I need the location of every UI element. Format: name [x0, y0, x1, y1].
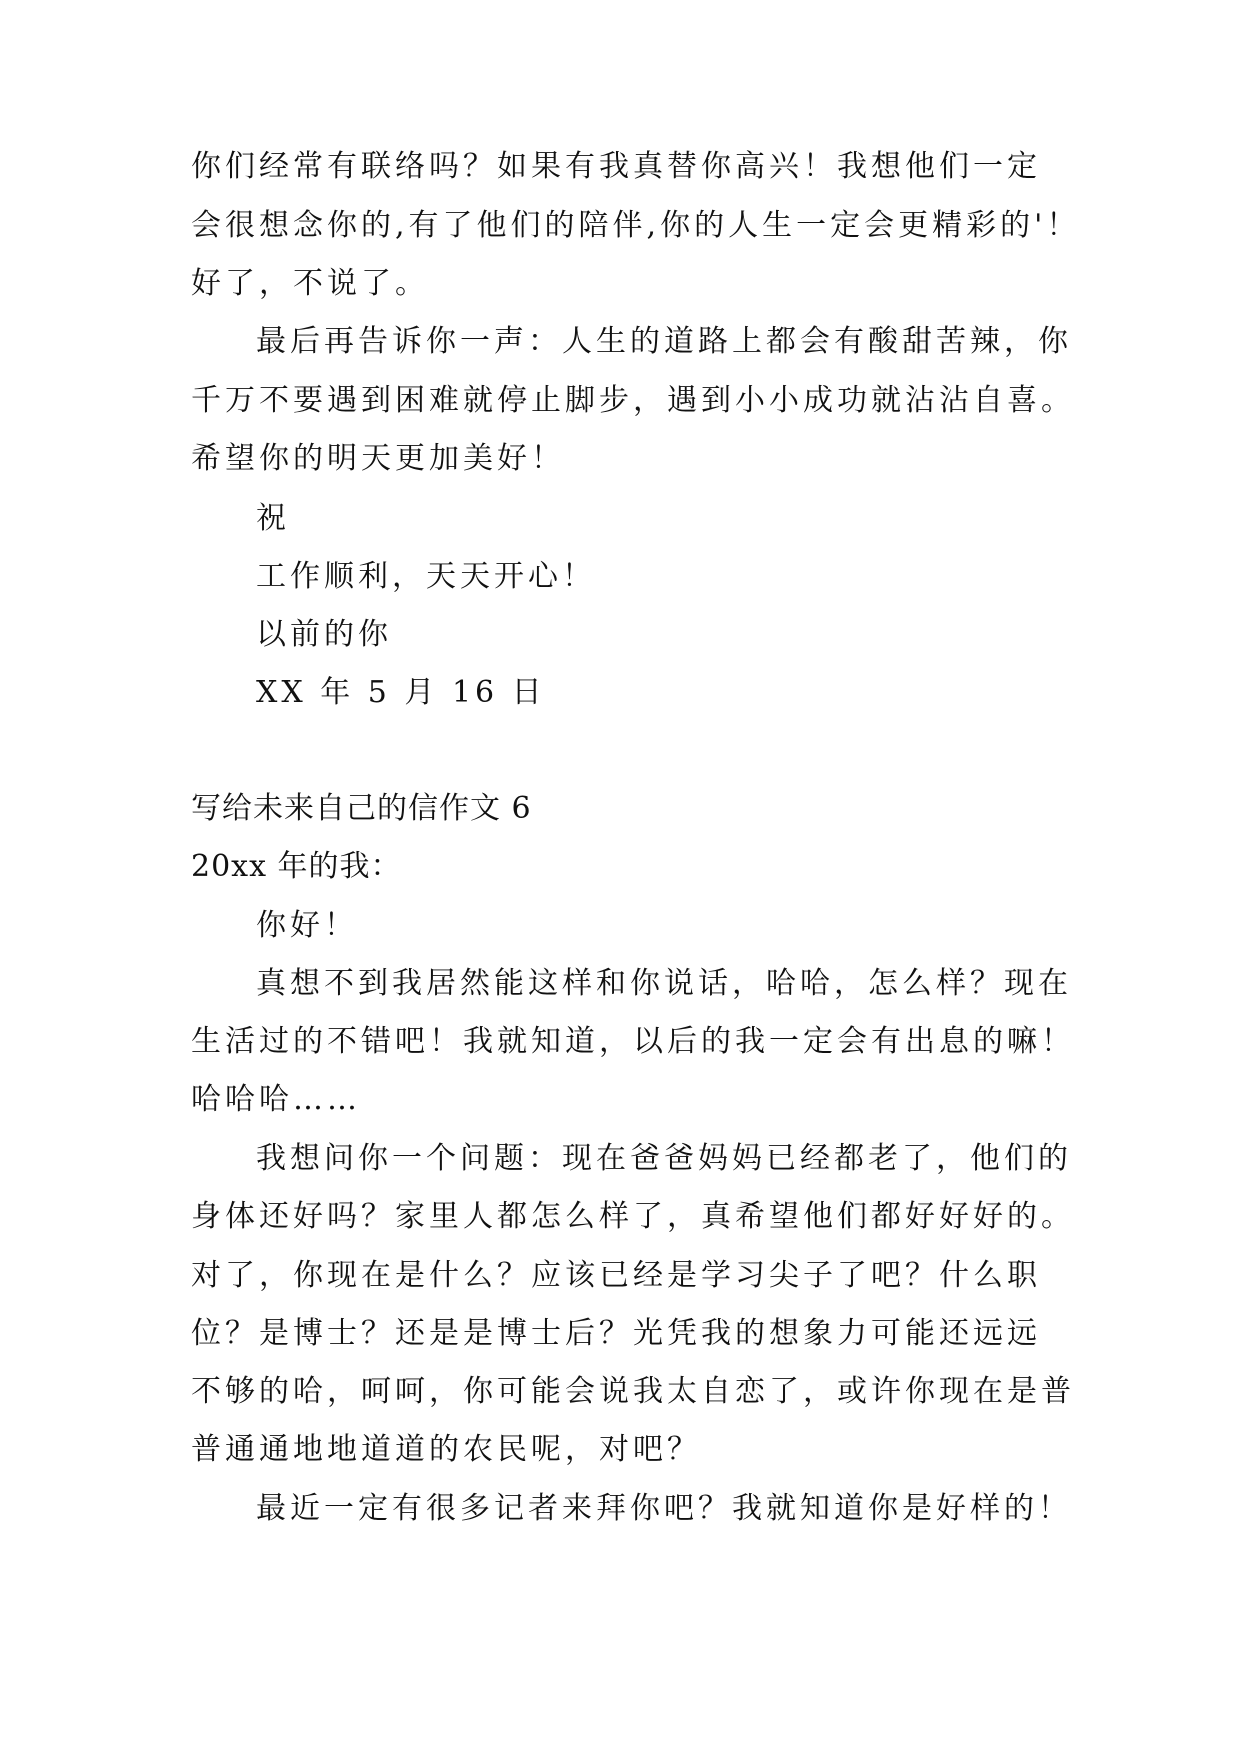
- body-text-line: 不够的哈，呵呵，你可能会说我太自恋了，或许你现在是普: [191, 1374, 1075, 1409]
- body-text-line: 我想问你一个问题：现在爸爸妈妈已经都老了，他们的: [256, 1141, 1072, 1176]
- article-title: 写给未来自己的信作文 6: [191, 791, 532, 826]
- body-text-line: 位？是博士？还是是博士后？光凭我的想象力可能还远远: [191, 1316, 1041, 1351]
- body-text-line: 好了，不说了。: [191, 266, 429, 301]
- closing-wish: 祝: [256, 501, 290, 536]
- body-text-line: 身体还好吗？家里人都怎么样了，真希望他们都好好好的。: [191, 1199, 1075, 1234]
- greeting: 你好！: [256, 908, 358, 943]
- salutation: 20xx 年的我：: [191, 849, 402, 884]
- body-text-line: 会很想念你的,有了他们的陪伴,你的人生一定会更精彩的'！: [191, 208, 1081, 243]
- body-text-line: 希望你的明天更加美好！: [191, 441, 565, 476]
- body-text-line: 最后再告诉你一声：人生的道路上都会有酸甜苦辣，你: [256, 324, 1072, 359]
- body-text-line: 对了，你现在是什么？应该已经是学习尖子了吧？什么职: [191, 1258, 1041, 1293]
- body-text-line: 你们经常有联络吗？如果有我真替你高兴！我想他们一定: [191, 149, 1041, 184]
- body-text-line: 普通通地地道道的农民呢，对吧？: [191, 1432, 701, 1467]
- body-text-line: 真想不到我居然能这样和你说话，哈哈，怎么样？现在: [256, 966, 1072, 1001]
- closing-wish-text: 工作顺利，天天开心！: [256, 559, 596, 594]
- body-text-line: 最近一定有很多记者来拜你吧？我就知道你是好样的！: [256, 1491, 1072, 1526]
- signature: 以前的你: [256, 617, 392, 652]
- body-text-line: 千万不要遇到困难就停止脚步，遇到小小成功就沾沾自喜。: [191, 383, 1075, 418]
- body-text-line: 生活过的不错吧！我就知道，以后的我一定会有出息的嘛！: [191, 1024, 1075, 1059]
- letter-date: XX 年 5 月 16 日: [256, 675, 546, 710]
- body-text-line: 哈哈哈……: [191, 1082, 361, 1117]
